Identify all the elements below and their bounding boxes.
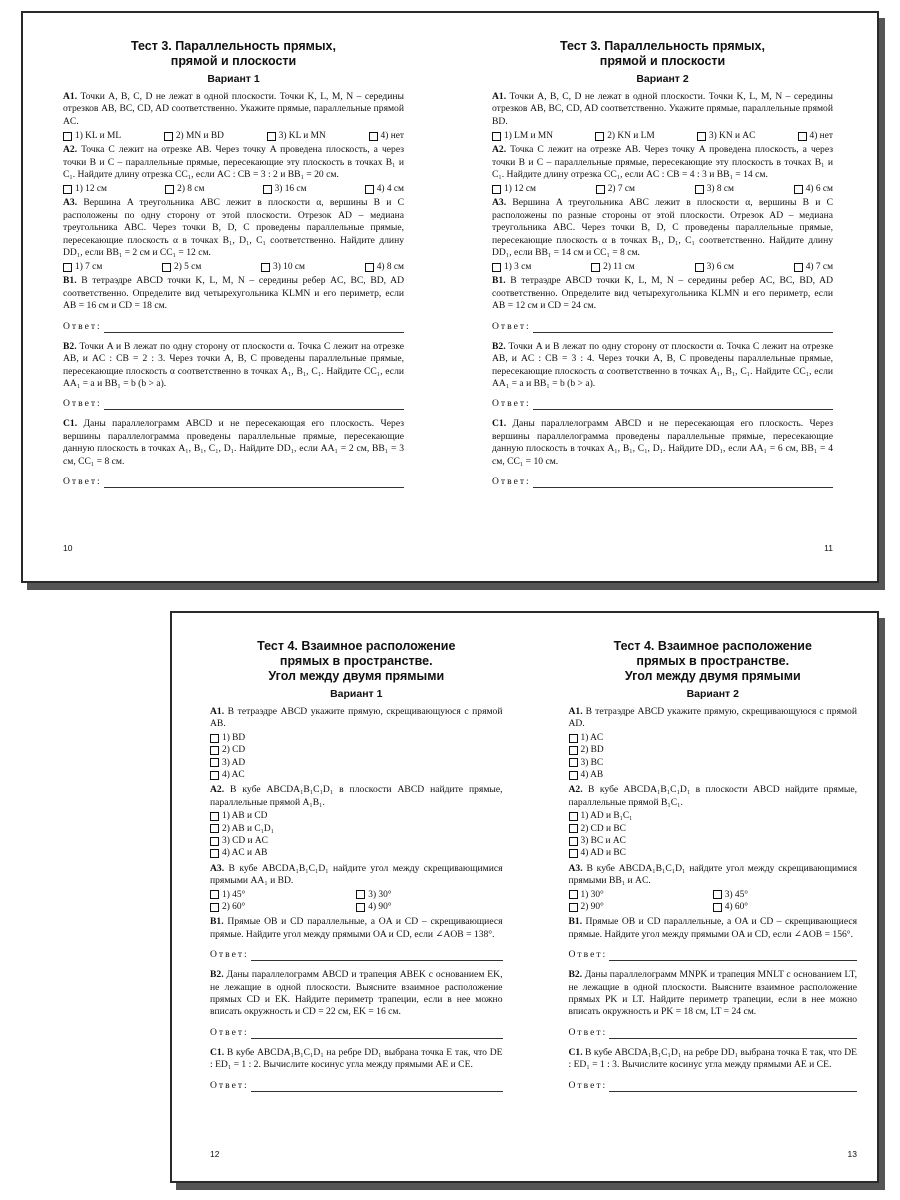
- checkbox[interactable]: [210, 824, 219, 833]
- answer-options: [210, 732, 503, 782]
- question-number: А2.: [63, 144, 78, 156]
- option-3[interactable]: 3) KN и AC: [697, 130, 755, 142]
- question-number: А2.: [492, 144, 507, 156]
- question-number: С1.: [210, 1046, 225, 1058]
- variant-label: Вариант 2: [686, 688, 739, 700]
- checkbox[interactable]: [569, 746, 578, 755]
- question-c1: [210, 1047, 503, 1072]
- answer-options: [569, 810, 858, 860]
- checkbox[interactable]: [569, 890, 578, 899]
- question-text: В кубе ABCDA₁B₁C₁D₁ на ребре DD₁ выбрана точка E так, что DE : ED₁ = 1 : 2. Вычислите косинус угла между прямыми AE и CE.: [210, 1046, 503, 1071]
- option-4[interactable]: 4) AC и AB: [210, 847, 503, 859]
- option-3[interactable]: 3) 45°: [713, 889, 857, 901]
- question-text: Точки A и B лежат по одну сторону от плоскости α. Точка C лежит на отрезке AB, и AC : CB = 2 : 3. Через точки A, B, C проведены параллельные прямые, пересекающие плоскость α соответственно в точках A₁, B₁, C₁. Найдите CC₁, если AA₁ = a и BB₁ = b (b > a).: [63, 340, 404, 389]
- answer-label: Ответ:: [568, 1026, 608, 1038]
- answer-label: Ответ:: [492, 398, 531, 410]
- question-number: С1.: [568, 1046, 583, 1058]
- checkbox[interactable]: [210, 903, 219, 912]
- option-1[interactable]: 1) 12 см: [492, 183, 536, 195]
- question-c1: [63, 418, 404, 468]
- checkbox[interactable]: [492, 263, 501, 272]
- checkbox[interactable]: [210, 812, 219, 821]
- question-number: В1.: [210, 916, 224, 928]
- checkbox[interactable]: [595, 132, 604, 141]
- answer-line[interactable]: [63, 476, 404, 488]
- question-a1: [492, 91, 833, 128]
- checkbox[interactable]: [210, 771, 219, 780]
- question-b1: [492, 275, 833, 312]
- question-text: В тетраэдре ABCD укажите прямую, скрещивающуюся с прямой AB.: [210, 706, 503, 730]
- checkbox[interactable]: [697, 132, 706, 141]
- question-number: В1.: [63, 275, 77, 287]
- answer-label: Ответ:: [492, 475, 531, 487]
- checkbox[interactable]: [569, 824, 578, 833]
- question-text: В кубе ABCDA₁B₁C₁D₁ в плоскости ABCD найдите прямые, параллельные прямой B₁C₁.: [568, 784, 857, 808]
- option-4[interactable]: 4) AC: [210, 769, 503, 781]
- test-title: Тест 4. Взаимное расположение прямых в пространстве. Угол между двумя прямыми: [613, 639, 812, 683]
- question-text: Даны параллелограмм ABCD и не пересекающая его плоскость. Через вершины параллелограмма проведены параллельные прямые, пересекающие данную плоскость в точках A₁, B₁, C₁, D₁. Найдите DD₁, если AA₁ = 6 см, BB₁ = 4 см, CC₁ = 10 см.: [492, 418, 833, 467]
- answer-label: Ответ:: [568, 1079, 608, 1091]
- option-4[interactable]: 4) 4 см: [365, 183, 404, 195]
- answer-line[interactable]: [210, 949, 503, 961]
- checkbox[interactable]: [365, 185, 374, 194]
- answer-label: Ответ:: [210, 1079, 249, 1091]
- question-b2: [210, 969, 503, 1019]
- answer-options: [569, 732, 858, 782]
- option-1[interactable]: 1) 45°: [210, 889, 356, 901]
- checkbox[interactable]: [596, 185, 605, 194]
- question-number: С1.: [492, 418, 507, 430]
- question-number: А3.: [210, 862, 225, 874]
- question-text: Вершина A треугольника ABC лежит в плоскости α, вершины B и C расположены по одну сторону от этой плоскости. Отрезок AD – медиана треугольника ABC. Через точки B, D, C проведены параллельные прямые, пересекающие плоскость α в точках B₁, D₁, C₁ соответственно. Найдите длину DD₁, если BB₁ = 2 см и CC₁ = 12 см.: [63, 197, 404, 259]
- answer-options: [63, 183, 404, 195]
- test-title: Тест 3. Параллельность прямых, прямой и плоскости: [131, 39, 336, 68]
- option-1[interactable]: 1) 12 см: [63, 183, 107, 195]
- test-title: Тест 3. Параллельность прямых, прямой и плоскости: [560, 39, 765, 68]
- question-a1: [569, 706, 858, 731]
- option-2[interactable]: 2) BD: [569, 744, 858, 756]
- checkbox[interactable]: [794, 263, 803, 272]
- checkbox[interactable]: [210, 849, 219, 858]
- option-4[interactable]: 4) нет: [798, 130, 833, 142]
- page-10: [23, 13, 450, 581]
- option-1[interactable]: 1) AC: [569, 732, 858, 744]
- answer-label: Ответ:: [492, 320, 531, 332]
- option-1[interactable]: 1) KL и ML: [63, 130, 121, 142]
- question-text: Даны параллелограмм ABCD и трапеция ABEK с основанием EK, не лежащие в одной плоскости. Выясните взаимное расположение прямых CD и EK. Найдите периметр трапеции, если в нее можно вписать окружность и CD = 22 см, EK = 16 см.: [210, 969, 503, 1018]
- option-2[interactable]: 2) 60°: [210, 901, 356, 913]
- checkbox[interactable]: [798, 132, 807, 141]
- question-text: В тетраэдре ABCD укажите прямую, скрещивающуюся с прямой AD.: [568, 706, 857, 730]
- option-1[interactable]: 1) BD: [210, 732, 503, 744]
- checkbox[interactable]: [569, 849, 578, 858]
- variant-label: Вариант 1: [207, 73, 260, 85]
- question-b1: [569, 916, 858, 941]
- answer-options: [210, 810, 503, 860]
- option-2[interactable]: 2) 8 см: [165, 183, 204, 195]
- option-4[interactable]: 4) 7 см: [794, 261, 833, 273]
- checkbox[interactable]: [569, 812, 578, 821]
- question-text: В кубе ABCDA₁B₁C₁D₁ в плоскости ABCD найдите прямые, параллельные прямой A₁B₁.: [210, 784, 503, 808]
- checkbox[interactable]: [569, 758, 578, 767]
- question-number: В2.: [63, 340, 77, 352]
- answer-label: Ответ:: [63, 475, 102, 487]
- option-2[interactable]: 2) CD и BC: [569, 823, 858, 835]
- option-3[interactable]: 3) 6 см: [695, 261, 734, 273]
- option-4[interactable]: 4) 90°: [356, 901, 502, 913]
- checkbox[interactable]: [267, 132, 276, 141]
- option-4[interactable]: 4) 8 см: [365, 261, 404, 273]
- question-b1: [63, 275, 404, 312]
- option-2[interactable]: 2) 11 см: [591, 261, 635, 273]
- option-1[interactable]: 1) 7 см: [63, 261, 102, 273]
- answer-label: Ответ:: [210, 1026, 249, 1038]
- option-3[interactable]: 3) AD: [210, 757, 503, 769]
- checkbox[interactable]: [569, 771, 578, 780]
- answer-options: [492, 130, 833, 142]
- checkbox[interactable]: [369, 132, 378, 141]
- question-text: Даны параллелограмм MNPK и трапеция MNLT с основанием LT, не лежащие в одной плоскости. Выясните взаимное расположение прямых PK и LT. Найдите периметр трапеции, если в нее можно вписать окружность и PK = 18 см, LT = 24 см.: [568, 969, 857, 1018]
- checkbox[interactable]: [210, 837, 219, 846]
- question-a3: [63, 197, 404, 259]
- checkbox[interactable]: [164, 132, 173, 141]
- checkbox[interactable]: [356, 903, 365, 912]
- checkbox[interactable]: [569, 903, 578, 912]
- answer-line[interactable]: [210, 1080, 503, 1092]
- checkbox[interactable]: [492, 132, 501, 141]
- checkbox[interactable]: [63, 132, 72, 141]
- question-b1: [210, 916, 503, 941]
- question-number: С1.: [63, 418, 78, 430]
- question-a3: [210, 863, 503, 888]
- question-text: Даны параллелограмм ABCD и не пересекающая его плоскость. Через вершины параллелограмма проведены параллельные прямые, пересекающие данную плоскость в точках A₁, B₁, C₁, D₁. Найдите DD₁, если AA₁ = 2 см, BB₁ = 3 см, CC₁ = 8 см.: [63, 418, 404, 467]
- answer-options: [210, 889, 503, 914]
- answer-label: Ответ:: [63, 398, 102, 410]
- option-2[interactable]: 2) CD: [210, 744, 503, 756]
- question-text: Прямые OB и CD параллельные, а OA и CD – скрещивающиеся прямые. Найдите угол между прямыми OA и CD, если ∠AOB = 156°.: [568, 916, 857, 940]
- question-number: А1.: [63, 91, 78, 102]
- answer-label: Ответ:: [568, 949, 608, 961]
- page-12: [172, 613, 525, 1181]
- question-a1: [63, 91, 404, 128]
- checkbox[interactable]: [695, 263, 704, 272]
- option-3[interactable]: 3) BC: [569, 757, 858, 769]
- checkbox[interactable]: [210, 734, 219, 743]
- checkbox[interactable]: [713, 890, 722, 899]
- answer-options: [569, 889, 858, 914]
- question-number: А3.: [568, 862, 583, 874]
- option-2[interactable]: 2) 5 см: [162, 261, 201, 273]
- question-a3: [569, 863, 858, 888]
- option-2[interactable]: 2) 7 см: [596, 183, 635, 195]
- question-number: В2.: [568, 969, 583, 981]
- question-a2: [569, 784, 858, 809]
- option-4[interactable]: 4) AB: [569, 769, 858, 781]
- page-number: 12: [210, 1149, 220, 1159]
- option-2[interactable]: 2) 90°: [569, 901, 713, 913]
- answer-line[interactable]: [63, 321, 404, 333]
- option-2[interactable]: 2) KN и LM: [595, 130, 654, 142]
- page-number: 10: [63, 543, 73, 553]
- question-c1: [569, 1047, 858, 1072]
- test-title: Тест 4. Взаимное расположение прямых в пространстве. Угол между двумя прямыми: [257, 639, 456, 683]
- checkbox[interactable]: [165, 185, 174, 194]
- question-a3: [492, 197, 833, 259]
- question-number: В2.: [492, 340, 506, 352]
- question-number: А2.: [210, 784, 225, 796]
- page-number: 11: [824, 543, 833, 553]
- answer-label: Ответ:: [210, 949, 249, 961]
- question-text: В кубе ABCDA₁B₁C₁D₁ найдите угол между скрещивающимися прямыми BB₁ и AC.: [568, 862, 857, 887]
- option-3[interactable]: 3) CD и AC: [210, 835, 503, 847]
- option-3[interactable]: 3) KL и MN: [267, 130, 326, 142]
- question-text: Вершина A треугольника ABC лежит в плоскости α, вершины B и C расположены по разные стороны от этой плоскости. Отрезок AD – медиана треугольника ABC. Через точки B, D, C проведены параллельные прямые, пересекающие плоскость α в точках B₁, D₁, C₁ соответственно. Найдите длину DD₁, если BB₁ = 14 см и CC₁ = 8 см.: [492, 197, 833, 259]
- option-2[interactable]: 2) AB и C₁D₁: [210, 823, 503, 835]
- book-spread-test-3: [21, 11, 879, 583]
- question-text: Точка C лежит на отрезке AB. Через точку A проведена плоскость, а через точки B и C – параллельные прямые, пересекающие эту плоскость в точках B₁ и C₁. Найдите длину отрезка CC₁, если AC : CB = 3 : 2 и BB₁ = 20 см.: [63, 144, 404, 181]
- question-number: А2.: [568, 784, 583, 796]
- question-a2: [210, 784, 503, 809]
- checkbox[interactable]: [713, 903, 722, 912]
- option-1[interactable]: 1) AB и CD: [210, 810, 503, 822]
- option-1[interactable]: 1) LM и MN: [492, 130, 553, 142]
- option-4[interactable]: 4) нет: [369, 130, 404, 142]
- option-3[interactable]: 3) 16 см: [263, 183, 307, 195]
- checkbox[interactable]: [210, 890, 219, 899]
- checkbox[interactable]: [492, 185, 501, 194]
- question-c1: [492, 418, 833, 468]
- answer-line[interactable]: [569, 949, 858, 961]
- question-number: А3.: [492, 197, 507, 209]
- checkbox[interactable]: [356, 890, 365, 899]
- question-text: Точки A, B, C, D не лежат в одной плоскости. Точки K, L, M, N – середины отрезков AB, BC, CD, AD соответственно. Укажите прямые, параллельные прямой AC.: [63, 91, 404, 127]
- question-text: В тетраэдре ABCD точки K, L, M, N – середины ребер AC, BC, BD, AD соответственно. Определите вид четырехугольника KLMN и его периметр, если AB = 12 см и CD = 24 см.: [492, 275, 833, 312]
- checkbox[interactable]: [569, 734, 578, 743]
- answer-line[interactable]: [569, 1080, 858, 1092]
- variant-label: Вариант 1: [330, 688, 383, 700]
- answer-line[interactable]: [492, 321, 833, 333]
- page-11: [450, 13, 877, 581]
- checkbox[interactable]: [261, 263, 270, 272]
- question-a2: [63, 144, 404, 181]
- question-text: В тетраэдре ABCD точки K, L, M, N – середины ребер AC, BC, BD, AD соответственно. Определите вид четырехугольника KLMN и его периметр, если AB = 16 см и CD = 18 см.: [63, 275, 404, 312]
- question-text: Прямые OB и CD параллельные, а OA и CD – скрещивающиеся прямые. Найдите угол между прямыми OA и CD, если ∠AOB = 138°.: [210, 916, 503, 940]
- option-3[interactable]: 3) 30°: [356, 889, 502, 901]
- question-number: А3.: [63, 197, 78, 209]
- option-1[interactable]: 1) 3 см: [492, 261, 531, 273]
- option-2[interactable]: 2) MN и BD: [164, 130, 224, 142]
- answer-line[interactable]: [492, 398, 833, 410]
- checkbox[interactable]: [794, 185, 803, 194]
- answer-line[interactable]: [569, 1027, 858, 1039]
- checkbox[interactable]: [162, 263, 171, 272]
- question-number: А1.: [492, 91, 507, 102]
- checkbox[interactable]: [63, 263, 72, 272]
- checkbox[interactable]: [695, 185, 704, 194]
- checkbox[interactable]: [569, 837, 578, 846]
- option-3[interactable]: 3) 8 см: [695, 183, 734, 195]
- checkbox[interactable]: [63, 185, 72, 194]
- question-a2: [492, 144, 833, 181]
- option-3[interactable]: 3) BC и AC: [569, 835, 858, 847]
- question-number: В1.: [568, 916, 583, 928]
- answer-options: [492, 261, 833, 273]
- answer-options: [63, 261, 404, 273]
- book-spread-test-4: [170, 611, 879, 1183]
- question-number: В2.: [210, 969, 224, 981]
- answer-line[interactable]: [210, 1027, 503, 1039]
- question-b2: [63, 341, 404, 391]
- question-number: А1.: [568, 706, 583, 717]
- option-4[interactable]: 4) 60°: [713, 901, 857, 913]
- option-1[interactable]: 1) AD и B₁C₁: [569, 810, 858, 822]
- option-4[interactable]: 4) AD и BC: [569, 847, 858, 859]
- answer-options: [492, 183, 833, 195]
- answer-label: Ответ:: [63, 320, 102, 332]
- question-text: В кубе ABCDA₁B₁C₁D₁ на ребре DD₁ выбрана точка E так, что DE : ED₁ = 1 : 3. Вычислите косинус угла между прямыми AE и CE.: [568, 1046, 857, 1071]
- question-number: В1.: [492, 275, 506, 287]
- option-3[interactable]: 3) 10 см: [261, 261, 305, 273]
- checkbox[interactable]: [210, 758, 219, 767]
- page-number: 13: [847, 1149, 857, 1159]
- option-4[interactable]: 4) 6 см: [794, 183, 833, 195]
- checkbox[interactable]: [365, 263, 374, 272]
- page-13: [525, 613, 878, 1181]
- question-number: А1.: [210, 706, 225, 717]
- answer-options: [63, 130, 404, 142]
- question-b2: [492, 341, 833, 391]
- question-text: Точка C лежит на отрезке AB. Через точку A проведена плоскость, а через точки B и C – параллельные прямые, пересекающие эту плоскость в точках B₁ и C₁. Найдите длину отрезка CC₁, если AC : CB = 4 : 3 и BB₁ = 14 см.: [492, 144, 833, 181]
- question-b2: [569, 969, 858, 1019]
- question-text: Точки A и B лежат по одну сторону от плоскости α. Точка C лежит на отрезке AB, и AC : CB = 3 : 4. Через точки A, B, C проведены параллельные прямые, пересекающие плоскость α соответственно в точках A₁, B₁, C₁. Найдите CC₁, если AA₁ = a и BB₁ = b (b > a).: [492, 340, 833, 389]
- question-a1: [210, 706, 503, 731]
- checkbox[interactable]: [263, 185, 272, 194]
- question-text: Точки A, B, C, D не лежат в одной плоскости. Точки K, L, M, N – середины отрезков AB, BC, CD, AD соответственно. Укажите прямые, параллельные прямой BD.: [492, 91, 833, 127]
- question-text: В кубе ABCDA₁B₁C₁D₁ найдите угол между скрещивающимися прямыми AA₁ и BD.: [210, 862, 503, 887]
- variant-label: Вариант 2: [636, 73, 689, 85]
- answer-line[interactable]: [63, 398, 404, 410]
- checkbox[interactable]: [591, 263, 600, 272]
- option-1[interactable]: 1) 30°: [569, 889, 713, 901]
- answer-line[interactable]: [492, 476, 833, 488]
- checkbox[interactable]: [210, 746, 219, 755]
